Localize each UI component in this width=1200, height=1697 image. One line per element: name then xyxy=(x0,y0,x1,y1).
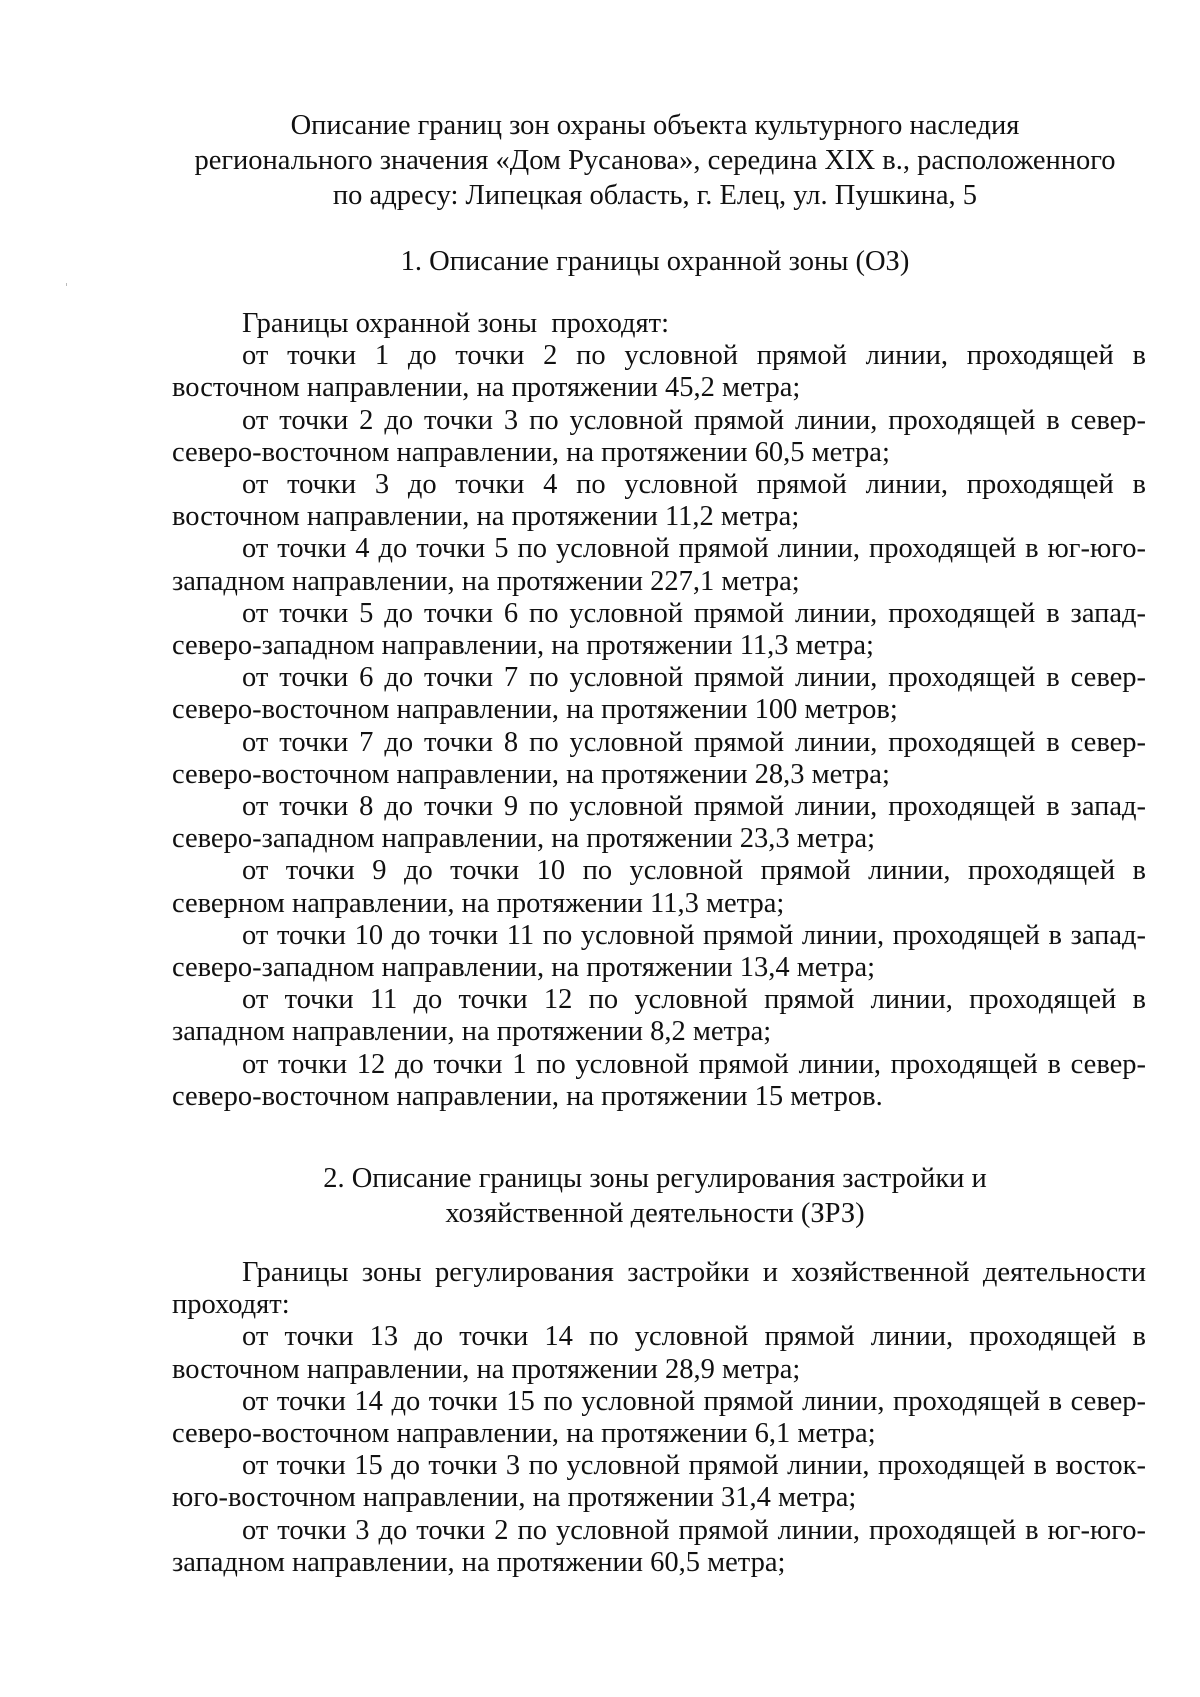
section-2-heading-line-1: 2. Описание границы зоны регулирования застройки и xyxy=(323,1163,987,1194)
boundary-item: от точки 1 до точки 2 по условной прямой линии, проходящей в восточном направлении, на протяжении 45,2 метра; xyxy=(172,340,1146,404)
section-1-heading xyxy=(170,244,1140,279)
boundary-item: от точки 7 до точки 8 по условной прямой линии, проходящей в север-северо-восточном направлении, на протяжении 28,3 метра; xyxy=(172,726,1146,790)
title-line-2: регионального значения «Дом Русанова», середина XIX в., расположенного xyxy=(194,145,1116,176)
boundary-item: от точки 5 до точки 6 по условной прямой линии, проходящей в запад-северо-западном направлении, на протяжении 11,3 метра; xyxy=(172,597,1146,662)
boundary-item: от точки 9 до точки 10 по условной прямой линии, проходящей в северном направлении, на протяжении 11,3 метра; xyxy=(172,855,1146,919)
boundary-item: от точки 6 до точки 7 по условной прямой линии, проходящей в север-северо-восточном направлении, на протяжении 100 метров; xyxy=(172,662,1146,726)
section-2-heading-line-2: хозяйственной деятельности (ЗРЗ) xyxy=(445,1198,865,1229)
boundary-item: от точки 15 до точки 3 по условной прямой линии, проходящей в восток-юго-восточном направлении, на протяжении 31,4 метра; xyxy=(172,1450,1146,1514)
title-line-1: Описание границ зон охраны объекта культурного наследия xyxy=(290,110,1020,141)
boundary-item: от точки 14 до точки 15 по условной прямой линии, проходящей в север-северо-восточном направлении, на протяжении 6,1 метра; xyxy=(172,1385,1146,1450)
section-2-heading xyxy=(170,1161,1140,1231)
boundary-item: от точки 10 до точки 11 по условной прямой линии, проходящей в запад-северо-западном направлении, на протяжении 13,4 метра; xyxy=(172,919,1146,984)
section-2-intro: Границы зоны регулирования застройки и хозяйственной деятельности проходят: xyxy=(172,1257,1146,1321)
title-line-3: по адресу: Липецкая область, г. Елец, ул. Пушкина, 5 xyxy=(332,180,978,211)
boundary-item: от точки 11 до точки 12 по условной прямой линии, проходящей в западном направлении, на протяжении 8,2 метра; xyxy=(172,984,1146,1048)
boundary-item: от точки 3 до точки 2 по условной прямой линии, проходящей в юг-юго-западном направлении, на протяжении 60,5 метра; xyxy=(172,1514,1146,1578)
section-1-intro: Границы охранной зоны проходят: xyxy=(242,308,670,339)
section-1-heading-text: 1. Описание границы охранной зоны (ОЗ) xyxy=(400,246,910,277)
section-2-body xyxy=(172,1257,1146,1579)
boundary-item: от точки 4 до точки 5 по условной прямой линии, проходящей в юг-юго-западном направлении, на протяжении 227,1 метра; xyxy=(172,533,1146,597)
scan-mark xyxy=(66,283,67,286)
boundary-item: от точки 12 до точки 1 по условной прямой линии, проходящей в север-северо-восточном направлении, на протяжении 15 метров. xyxy=(172,1048,1146,1112)
boundary-item: от точки 2 до точки 3 по условной прямой линии, проходящей в север-северо-восточном направлении, на протяжении 60,5 метра; xyxy=(172,404,1146,468)
boundary-item: от точки 8 до точки 9 по условной прямой линии, проходящей в запад-северо-западном направлении, на протяжении 23,3 метра; xyxy=(172,791,1146,855)
section-1-body xyxy=(172,308,1146,1113)
boundary-item: от точки 3 до точки 4 по условной прямой линии, проходящей в восточном направлении, на протяжении 11,2 метра; xyxy=(172,469,1146,533)
document-title xyxy=(170,108,1140,213)
boundary-item: от точки 13 до точки 14 по условной прямой линии, проходящей в восточном направлении, на протяжении 28,9 метра; xyxy=(172,1321,1146,1385)
